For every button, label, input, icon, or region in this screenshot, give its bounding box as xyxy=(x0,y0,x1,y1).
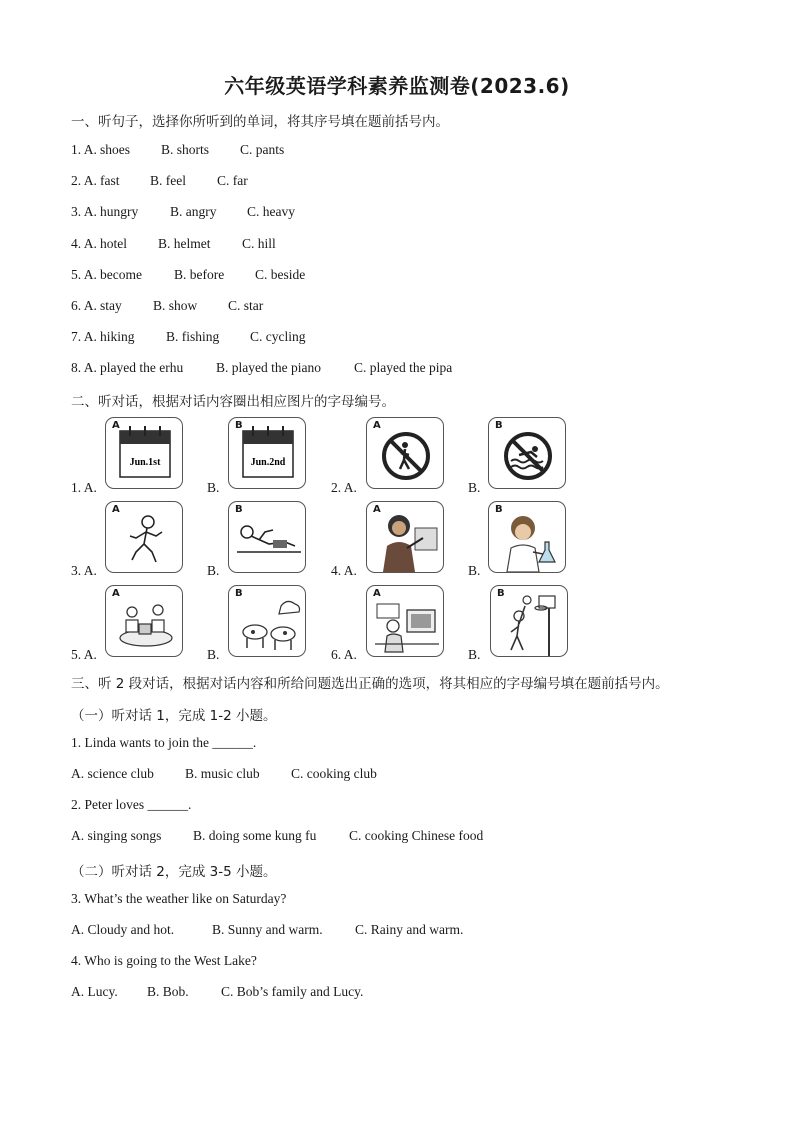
picture-2a xyxy=(366,417,444,489)
item-number: 8. A. xyxy=(71,360,97,376)
basketball-player-icon xyxy=(491,586,568,657)
item-number: 7. A. xyxy=(71,329,97,345)
option-a: shoes xyxy=(100,142,130,157)
lying-boy-icon xyxy=(229,502,306,573)
question-text: 2. Peter loves ______. xyxy=(71,797,192,812)
page-title: 六年级英语学科素养监测卷(2023.6) xyxy=(224,74,570,98)
option-c: C. hill xyxy=(242,235,276,251)
no-walking-sign-icon xyxy=(367,418,444,489)
question-6a-label: 6. A. xyxy=(331,647,357,662)
option-c: C. pants xyxy=(240,142,285,157)
picture-tag: A xyxy=(112,588,120,599)
teacher-icon xyxy=(367,502,444,573)
picture-3b xyxy=(228,501,306,573)
option-c: C. far xyxy=(217,173,248,189)
option-a: hotel xyxy=(100,235,127,251)
option-b: B. Bob. xyxy=(147,984,189,999)
children-drumming-icon xyxy=(106,586,183,657)
question-3a-label: 3. A. xyxy=(71,563,97,578)
option-a: played the erhu xyxy=(100,360,184,376)
option-a: A. Cloudy and hot. xyxy=(71,922,175,937)
question-text: 4. Who is going to the West Lake? xyxy=(71,953,257,968)
dialogue-2-subheading: （二）听对话 2，完成 3-5 小题。 xyxy=(71,864,277,880)
option-b: B. doing some kung fu xyxy=(193,828,317,843)
option-a: become xyxy=(100,266,142,282)
picture-tag: B xyxy=(235,504,243,515)
item-number: 5. A. xyxy=(71,266,97,282)
picture-tag: B xyxy=(495,420,503,431)
picture-4b xyxy=(488,501,566,573)
option-a: A. singing songs xyxy=(71,828,162,843)
option-b: B. music club xyxy=(185,766,260,781)
picture-tag: B xyxy=(497,588,505,599)
running-boy-icon xyxy=(106,502,183,573)
scientist-icon xyxy=(489,502,566,573)
item-number: 3. A. xyxy=(71,204,97,220)
picture-2b xyxy=(488,417,566,489)
option-b: B. show xyxy=(153,298,198,313)
calendar-icon xyxy=(106,418,183,489)
item-number: 1. A. xyxy=(71,142,97,157)
question-5b-label: B. xyxy=(207,647,220,662)
section-2-heading: 二、听对话，根据对话内容圈出相应图片的字母编号。 xyxy=(71,394,395,410)
item-number: 6. A. xyxy=(71,298,97,313)
question-4b-label: B. xyxy=(468,563,481,578)
farm-animals-icon xyxy=(229,586,306,657)
option-b: B. helmet xyxy=(158,235,211,251)
question-6b-label: B. xyxy=(468,647,481,662)
question-3b-label: B. xyxy=(207,563,220,578)
question-1b-label: B. xyxy=(207,480,220,495)
picture-5a xyxy=(105,585,183,657)
boy-at-computer-icon xyxy=(367,586,444,657)
item-number: 2. A. xyxy=(71,173,97,189)
option-a: A. Lucy. xyxy=(71,984,118,999)
option-c: C. Bob’s family and Lucy. xyxy=(221,984,364,999)
calendar-icon xyxy=(229,418,306,489)
option-c: C. cooking Chinese food xyxy=(349,828,484,843)
picture-tag: A xyxy=(373,420,381,431)
picture-1b xyxy=(228,417,306,489)
question-2a-label: 2. A. xyxy=(331,480,357,495)
section-1-heading: 一、听句子，选择你所听到的单词，将其序号填在题前括号内。 xyxy=(71,114,449,130)
calendar-date: Jun.1st xyxy=(129,457,161,468)
option-a: hungry xyxy=(100,204,139,220)
picture-6b xyxy=(490,585,568,657)
option-a: hiking xyxy=(100,329,135,345)
picture-6a xyxy=(366,585,444,657)
picture-tag: B xyxy=(235,588,243,599)
picture-3a xyxy=(105,501,183,573)
option-a: A. science club xyxy=(71,766,154,781)
option-b: B. shorts xyxy=(161,142,210,157)
question-4a-label: 4. A. xyxy=(331,563,357,578)
picture-tag: B xyxy=(495,504,503,515)
picture-tag: B xyxy=(235,420,243,431)
picture-tag: A xyxy=(112,420,120,431)
picture-tag: A xyxy=(112,504,120,515)
question-text: 1. Linda wants to join the ______. xyxy=(71,735,257,750)
option-b: B. before xyxy=(174,266,225,282)
option-c: C. Rainy and warm. xyxy=(355,922,464,937)
option-c: C. played the pipa xyxy=(354,360,453,376)
picture-4a xyxy=(366,501,444,573)
option-b: B. feel xyxy=(150,173,186,189)
option-c: C. cooking club xyxy=(291,766,377,781)
picture-1a xyxy=(105,417,183,489)
option-c: C. cycling xyxy=(250,329,306,345)
option-b: B. fishing xyxy=(166,329,220,345)
option-c: C. beside xyxy=(255,266,306,282)
calendar-date: Jun.2nd xyxy=(250,457,286,468)
option-a: stay xyxy=(100,298,122,313)
option-b: B. Sunny and warm. xyxy=(212,922,323,937)
picture-tag: A xyxy=(373,504,381,515)
option-b: B. angry xyxy=(170,204,217,220)
no-swimming-sign-icon xyxy=(489,418,566,489)
item-number: 4. A. xyxy=(71,235,97,251)
picture-tag: A xyxy=(373,588,381,599)
question-text: 3. What’s the weather like on Saturday? xyxy=(71,891,287,906)
question-2b-label: B. xyxy=(468,480,481,495)
option-c: C. heavy xyxy=(247,204,295,220)
question-1a-label: 1. A. xyxy=(71,480,97,495)
picture-5b xyxy=(228,585,306,657)
option-a: fast xyxy=(100,173,120,189)
option-c: C. star xyxy=(228,298,264,313)
question-5a-label: 5. A. xyxy=(71,647,97,662)
dialogue-1-subheading: （一）听对话 1，完成 1-2 小题。 xyxy=(71,708,277,724)
section-3-heading: 三、听 2 段对话，根据对话内容和所给问题选出正确的选项，将其相应的字母编号填在题前括号内。 xyxy=(71,676,669,692)
option-b: B. played the piano xyxy=(216,360,321,376)
